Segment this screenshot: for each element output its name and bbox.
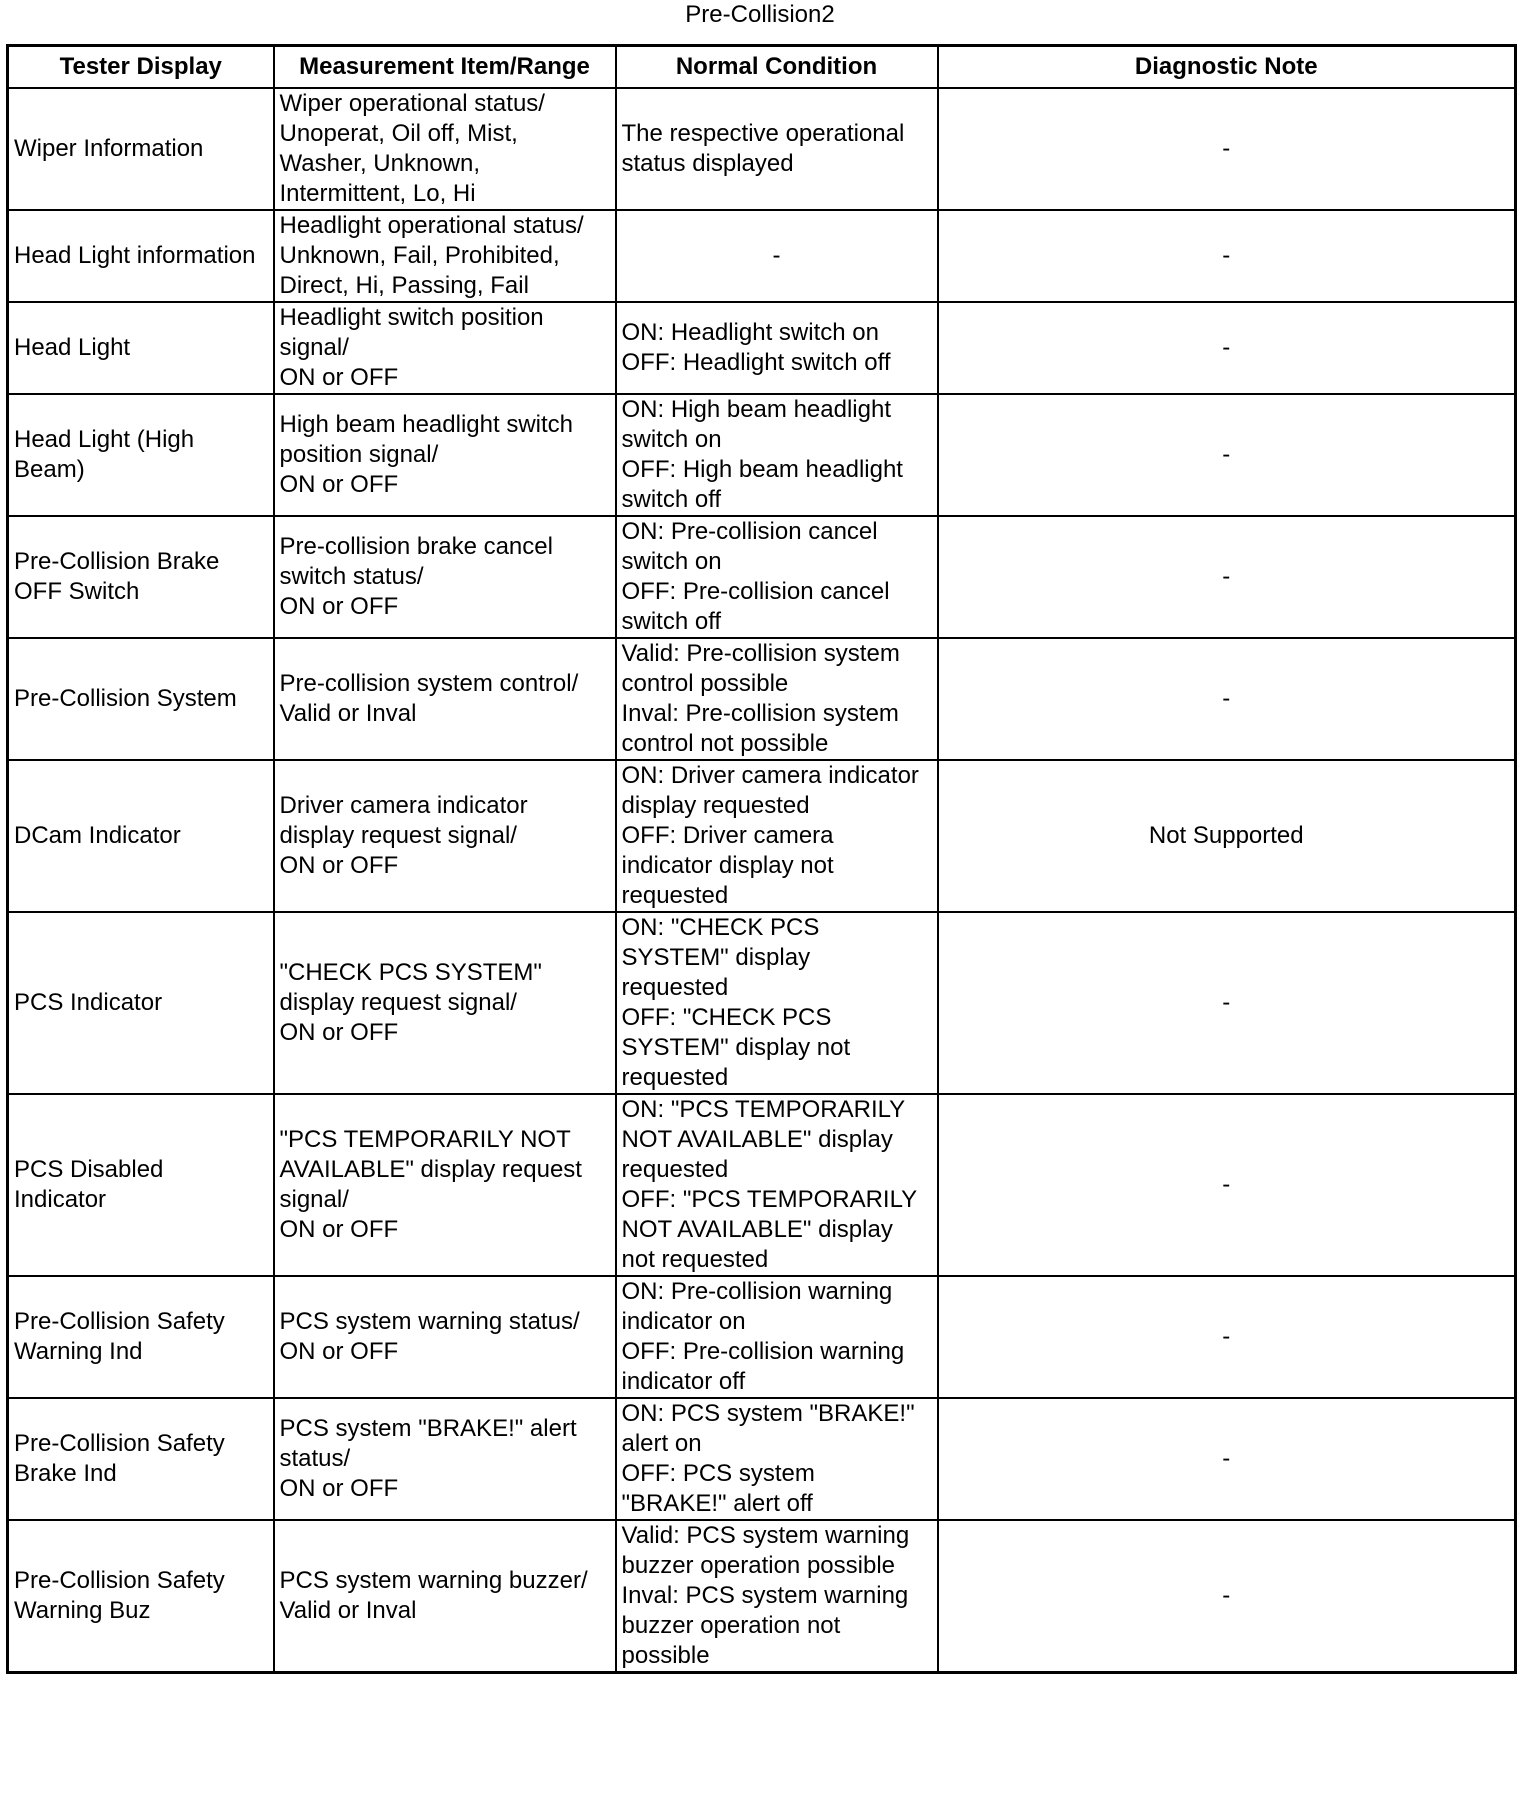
table-row — [8, 210, 1516, 302]
cell-tester-display: PCS Indicator — [8, 912, 274, 1094]
cell-normal-condition: Valid: PCS system warning buzzer operation possible Inval: PCS system warning buzzer operation not possible — [616, 1520, 938, 1673]
cell-measurement: Pre-collision system control/ Valid or Inval — [274, 638, 616, 760]
table-row — [8, 1276, 1516, 1398]
cell-diagnostic-note: - — [938, 88, 1516, 210]
cell-diagnostic-note: - — [938, 516, 1516, 638]
cell-diagnostic-note: - — [938, 1398, 1516, 1520]
cell-normal-condition: ON: "PCS TEMPORARILY NOT AVAILABLE" display requested OFF: "PCS TEMPORARILY NOT AVAILABLE" display not requested — [616, 1094, 938, 1276]
cell-measurement: PCS system warning status/ ON or OFF — [274, 1276, 616, 1398]
cell-measurement: "PCS TEMPORARILY NOT AVAILABLE" display request signal/ ON or OFF — [274, 1094, 616, 1276]
table-row — [8, 1398, 1516, 1520]
cell-normal-condition: ON: Pre-collision cancel switch on OFF: Pre-collision cancel switch off — [616, 516, 938, 638]
cell-measurement: PCS system warning buzzer/ Valid or Inval — [274, 1520, 616, 1673]
cell-normal-condition: ON: "CHECK PCS SYSTEM" display requested OFF: "CHECK PCS SYSTEM" display not requested — [616, 912, 938, 1094]
cell-tester-display: PCS Disabled Indicator — [8, 1094, 274, 1276]
cell-measurement: Driver camera indicator display request signal/ ON or OFF — [274, 760, 616, 912]
data-list-table — [6, 44, 1517, 1674]
cell-diagnostic-note: - — [938, 302, 1516, 394]
table-row — [8, 912, 1516, 1094]
cell-normal-condition: Valid: Pre-collision system control possible Inval: Pre-collision system control not possible — [616, 638, 938, 760]
cell-tester-display: Pre-Collision Safety Brake Ind — [8, 1398, 274, 1520]
cell-diagnostic-note: - — [938, 1276, 1516, 1398]
table-header-row — [8, 46, 1516, 89]
header-normal-condition: Normal Condition — [616, 46, 938, 89]
cell-normal-condition: ON: High beam headlight switch on OFF: High beam headlight switch off — [616, 394, 938, 516]
header-tester-display: Tester Display — [8, 46, 274, 89]
cell-diagnostic-note: - — [938, 638, 1516, 760]
cell-tester-display: Wiper Information — [8, 88, 274, 210]
cell-normal-condition: ON: PCS system "BRAKE!" alert on OFF: PCS system "BRAKE!" alert off — [616, 1398, 938, 1520]
cell-measurement: PCS system "BRAKE!" alert status/ ON or OFF — [274, 1398, 616, 1520]
cell-diagnostic-note: - — [938, 394, 1516, 516]
table-row — [8, 394, 1516, 516]
table-row — [8, 302, 1516, 394]
header-diagnostic-note: Diagnostic Note — [938, 46, 1516, 89]
cell-measurement: Pre-collision brake cancel switch status/ ON or OFF — [274, 516, 616, 638]
cell-diagnostic-note: Not Supported — [938, 760, 1516, 912]
document-title: Pre-Collision2 — [685, 1, 835, 28]
cell-tester-display: Pre-Collision Brake OFF Switch — [8, 516, 274, 638]
cell-tester-display: Head Light — [8, 302, 274, 394]
table-row — [8, 516, 1516, 638]
cell-diagnostic-note: - — [938, 912, 1516, 1094]
table-row — [8, 1094, 1516, 1276]
cell-diagnostic-note: - — [938, 1094, 1516, 1276]
cell-tester-display: Head Light information — [8, 210, 274, 302]
table-row — [8, 88, 1516, 210]
header-measurement-item: Measurement Item/Range — [274, 46, 616, 89]
cell-tester-display: Pre-Collision System — [8, 638, 274, 760]
cell-tester-display: Pre-Collision Safety Warning Ind — [8, 1276, 274, 1398]
cell-tester-display: Pre-Collision Safety Warning Buz — [8, 1520, 274, 1673]
cell-diagnostic-note: - — [938, 1520, 1516, 1673]
table-row — [8, 760, 1516, 912]
table-row — [8, 638, 1516, 760]
cell-measurement: Headlight operational status/ Unknown, Fail, Prohibited, Direct, Hi, Passing, Fail — [274, 210, 616, 302]
table-row — [8, 1520, 1516, 1673]
cell-measurement: High beam headlight switch position signal/ ON or OFF — [274, 394, 616, 516]
cell-normal-condition: ON: Headlight switch on OFF: Headlight switch off — [616, 302, 938, 394]
cell-tester-display: Head Light (High Beam) — [8, 394, 274, 516]
cell-normal-condition: - — [616, 210, 938, 302]
cell-normal-condition: The respective operational status displayed — [616, 88, 938, 210]
cell-measurement: "CHECK PCS SYSTEM" display request signal/ ON or OFF — [274, 912, 616, 1094]
cell-tester-display: DCam Indicator — [8, 760, 274, 912]
cell-diagnostic-note: - — [938, 210, 1516, 302]
cell-normal-condition: ON: Driver camera indicator display requested OFF: Driver camera indicator display not requested — [616, 760, 938, 912]
cell-measurement: Headlight switch position signal/ ON or OFF — [274, 302, 616, 394]
cell-measurement: Wiper operational status/ Unoperat, Oil off, Mist, Washer, Unknown, Intermittent, Lo, Hi — [274, 88, 616, 210]
cell-normal-condition: ON: Pre-collision warning indicator on OFF: Pre-collision warning indicator off — [616, 1276, 938, 1398]
